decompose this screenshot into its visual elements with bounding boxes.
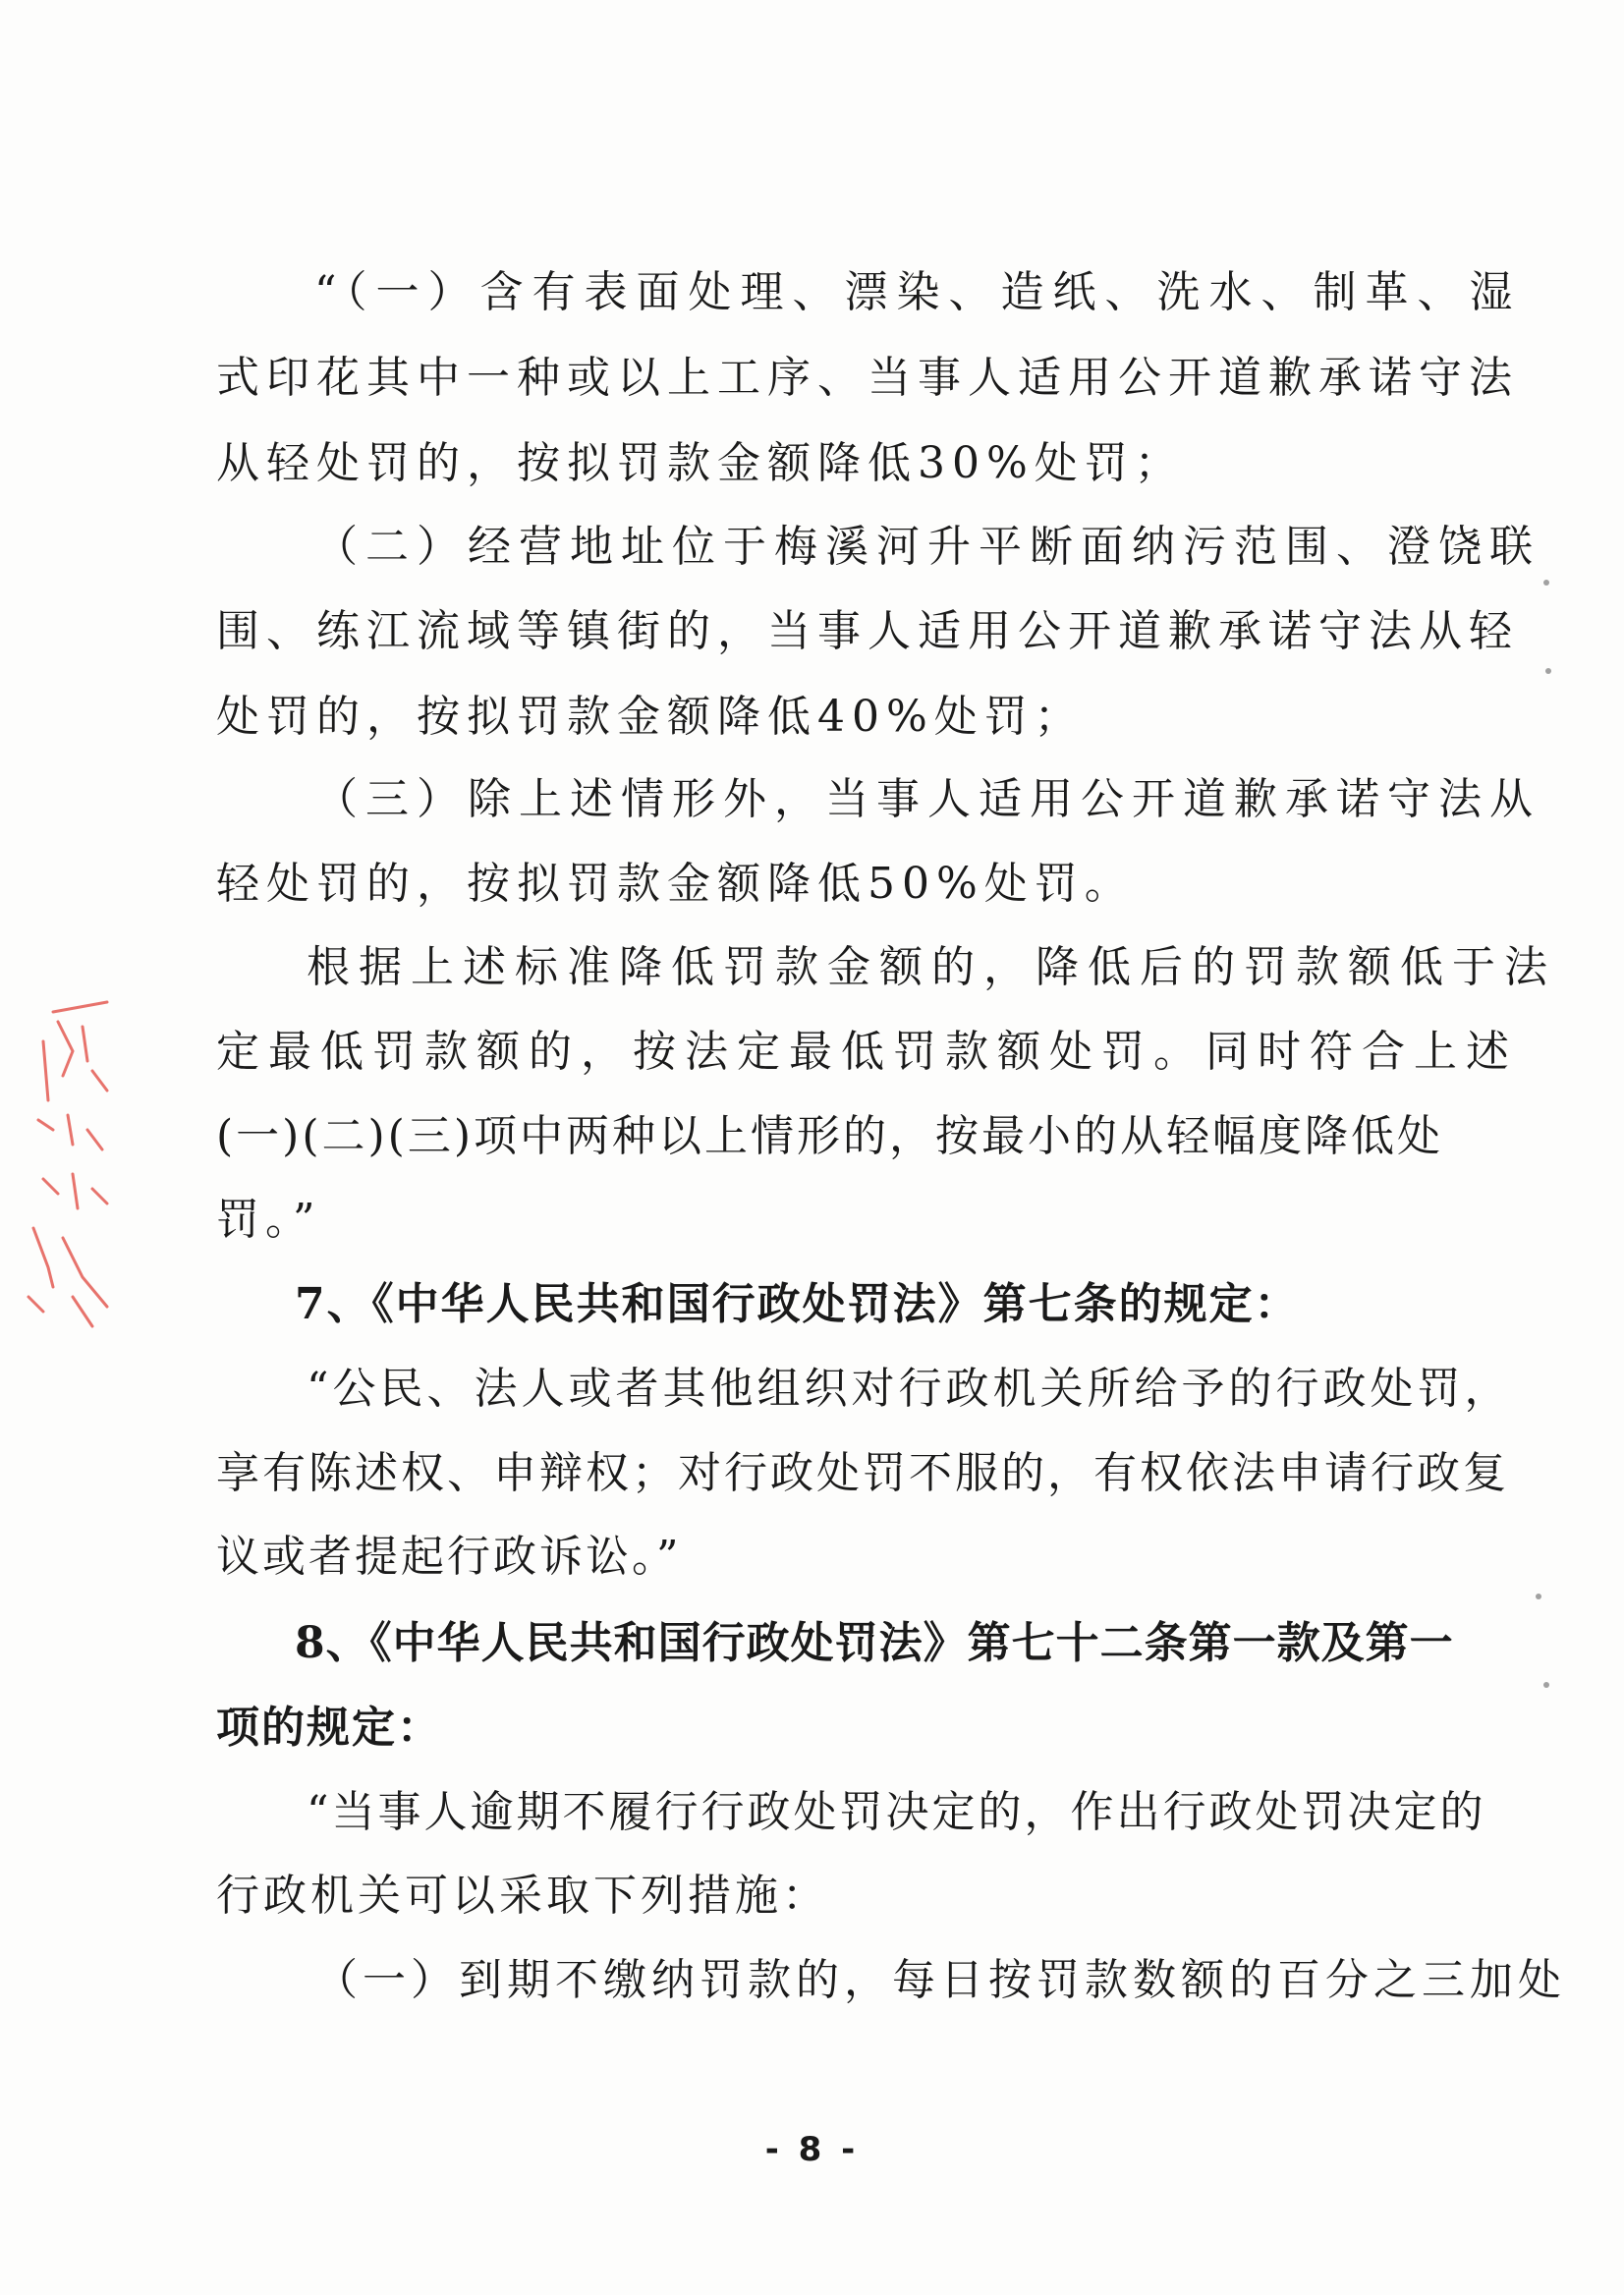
- paragraph-line: 处罚的，按拟罚款金额降低40%处罚；: [216, 692, 1085, 742]
- section-heading: 8、《中华人民共和国行政处罚法》第七十二条第一款及第一: [295, 1618, 1454, 1668]
- paragraph-line: 根据上述标准降低罚款金额的，降低后的罚款额低于法: [307, 942, 1556, 992]
- paragraph-line: （一）到期不缴纳罚款的，每日按罚款数额的百分之三加处: [314, 1955, 1566, 2005]
- paragraph-line: “（一）含有表面处理、漂染、造纸、洗水、制革、湿: [314, 267, 1522, 317]
- scan-speck: [1543, 1682, 1549, 1688]
- paragraph-line: 轻处罚的，按拟罚款金额降低50%处罚。: [216, 859, 1135, 909]
- seal-stamp-fragment: [14, 982, 122, 1336]
- paragraph-line: 行政机关可以采取下列措施：: [216, 1871, 829, 1921]
- paragraph-line: (一)(二)(三)项中两种以上情形的，按最小的从轻幅度降低处: [216, 1111, 1443, 1161]
- paragraph-line: 享有陈述权、申辩权；对行政处罚不服的，有权依法申请行政复: [216, 1448, 1509, 1498]
- page-number: - 8 -: [764, 2130, 860, 2169]
- paragraph-line: （二）经营地址位于梅溪河升平断面纳污范围、澄饶联: [314, 522, 1540, 572]
- paragraph-line: 定最低罚款额的，按法定最低罚款额处罚。同时符合上述: [216, 1027, 1518, 1077]
- paragraph-line: 围、练江流域等镇街的，当事人适用公开道歉承诺守法从轻: [216, 606, 1519, 656]
- paragraph-line: 从轻处罚的，按拟罚款金额降低30%处罚；: [216, 438, 1185, 488]
- paragraph-line: 议或者提起行政诉讼。”: [216, 1532, 682, 1582]
- paragraph-line: 式印花其中一种或以上工序、当事人适用公开道歉承诺守法: [216, 353, 1519, 403]
- section-heading: 7、《中华人民共和国行政处罚法》第七条的规定：: [295, 1279, 1300, 1329]
- paragraph-line: 罚。”: [216, 1195, 321, 1245]
- paragraph-line: “公民、法人或者其他组织对行政机关所给予的行政处罚，: [307, 1364, 1512, 1414]
- scan-speck: [1536, 1594, 1541, 1599]
- paragraph-line: （三）除上述情形外，当事人适用公开道歉承诺守法从: [314, 774, 1540, 824]
- paragraph-line: “当事人逾期不履行行政处罚决定的，作出行政处罚决定的: [307, 1787, 1486, 1837]
- section-heading: 项的规定：: [216, 1703, 442, 1753]
- scan-speck: [1545, 668, 1551, 674]
- scan-speck: [1543, 580, 1549, 586]
